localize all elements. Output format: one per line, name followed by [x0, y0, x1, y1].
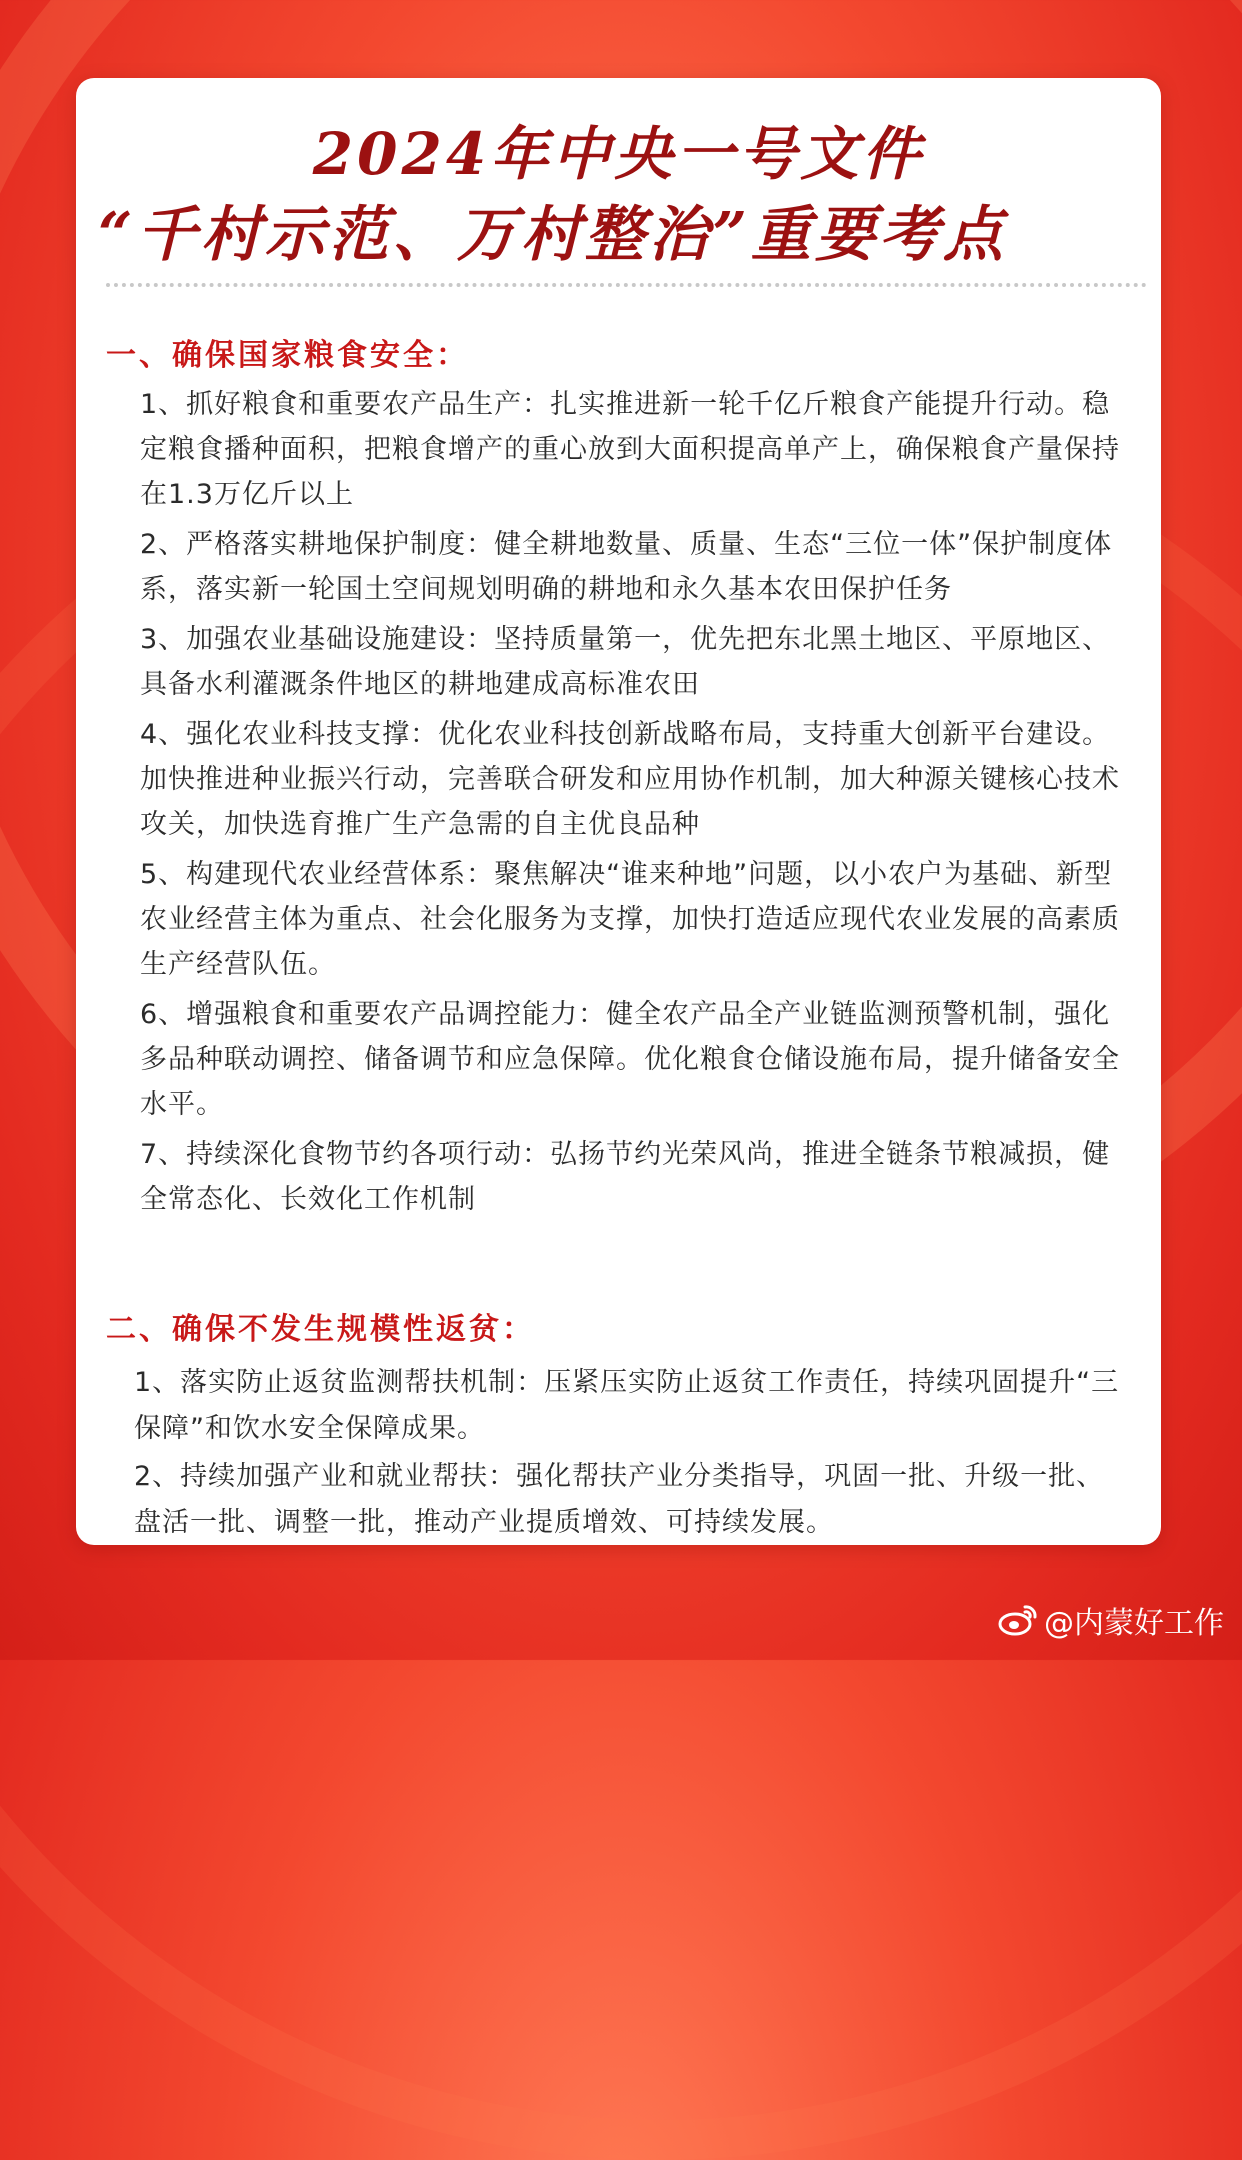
watermark [998, 1598, 1224, 1642]
weibo-icon [998, 1603, 1038, 1637]
section-heading-food-security: 一、确保国家粮食安全： [106, 338, 469, 373]
dotted-divider [106, 283, 1147, 287]
title-line-2: “千村示范、万村整治”重要考点 [98, 200, 1008, 270]
list-item: 3、加强农业基础设施建设：坚持质量第一，优先把东北黑土地区、平原地区、具备水利灌溉条件地区的耕地建成高标准农田 [140, 624, 1111, 700]
list-item: 6、增强粮食和重要农产品调控能力：健全农产品全产业链监测预警机制，强化多品种联动调控、储备调节和应急保障。优化粮食仓储设施布局，提升储备安全水平。 [140, 999, 1120, 1120]
list-item: 1、落实防止返贫监测帮扶机制：压紧压实防止返贫工作责任，持续巩固提升“三保障”和饮水安全保障成果。 [134, 1367, 1120, 1444]
section-2-list [134, 1360, 1123, 1548]
title-line-1: 2024年中央一号文件 [312, 120, 925, 188]
list-item: 1、抓好粮食和重要农产品生产：扎实推进新一轮千亿斤粮食产能提升行动。稳定粮食播种面积，把粮食增产的重心放到大面积提高单产上，确保粮食产量保持在1.3万亿斤以上 [140, 389, 1120, 510]
list-item: 5、构建现代农业经营体系：聚焦解决“谁来种地”问题，以小农户为基础、新型农业经营主体为重点、社会化服务为支撑，加快打造适应现代农业发展的高素质生产经营队伍。 [140, 859, 1120, 980]
list-item: 2、严格落实耕地保护制度：健全耕地数量、质量、生态“三位一体”保护制度体系，落实新一轮国土空间规划明确的耕地和永久基本农田保护任务 [140, 529, 1113, 605]
list-item: 7、持续深化食物节约各项行动：弘扬节约光荣风尚，推进全链条节粮减损，健全常态化、长效化工作机制 [140, 1139, 1111, 1215]
watermark-text: @内蒙好工作 [1044, 1606, 1224, 1641]
list-item: 4、强化农业科技支撑：优化农业科技创新战略布局，支持重大创新平台建设。加快推进种业振兴行动，完善联合研发和应用协作机制，加大种源关键核心技术攻关，加快选育推广生产急需的自主优良品种 [140, 719, 1120, 840]
section-1-list [140, 382, 1123, 1227]
section-heading-poverty: 二、确保不发生规模性返贫： [106, 1312, 535, 1347]
list-item: 2、持续加强产业和就业帮扶：强化帮扶产业分类指导，巩固一批、升级一批、盘活一批、调整一批，推动产业提质增效、可持续发展。 [134, 1461, 1105, 1538]
document-card [76, 78, 1161, 1545]
